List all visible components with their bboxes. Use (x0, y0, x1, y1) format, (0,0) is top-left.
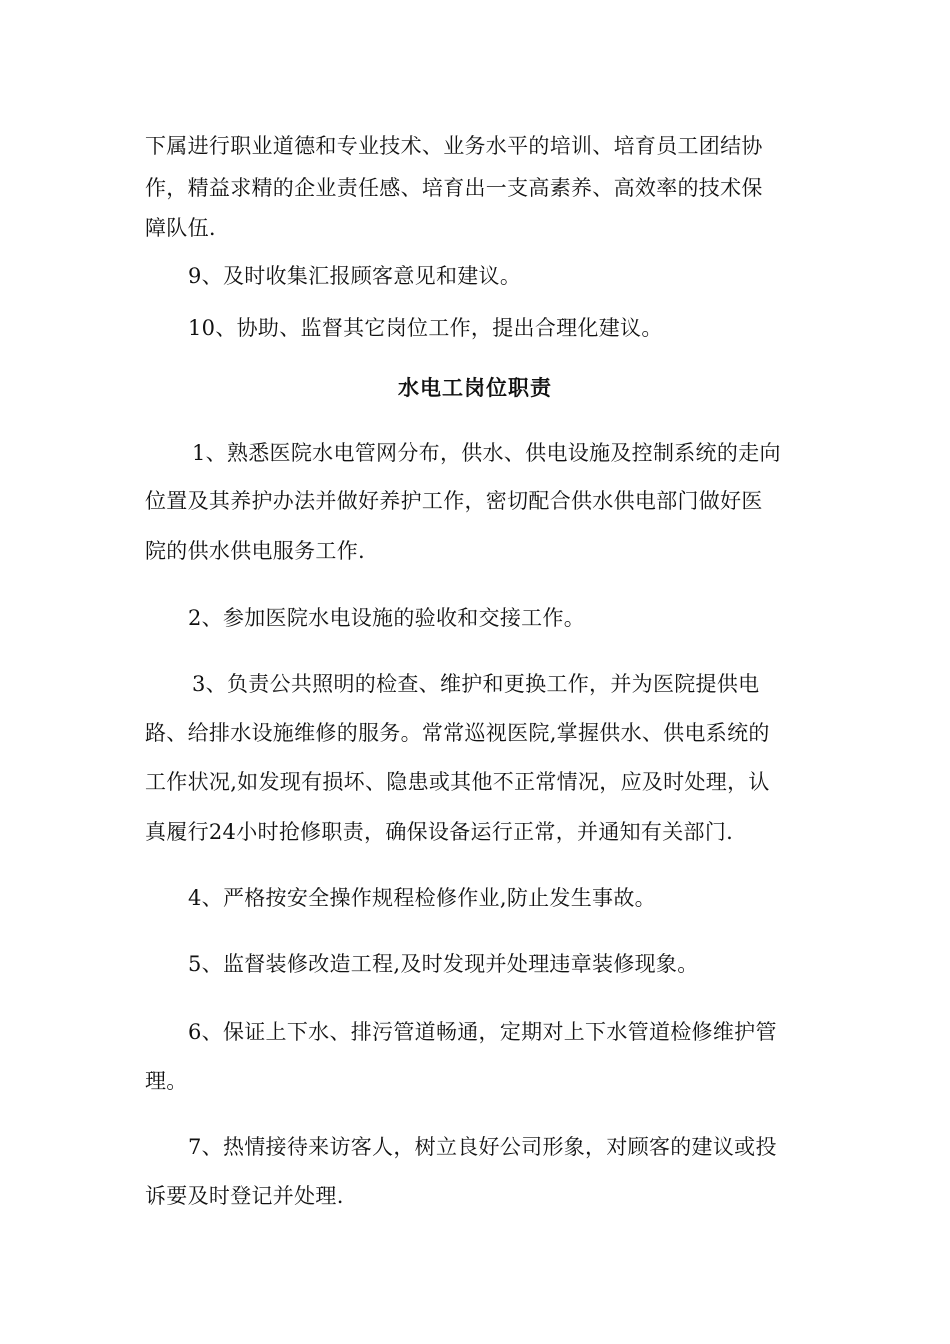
item-10: 10、协助、监督其它岗位工作，提出合理化建议。 (188, 316, 663, 340)
duty-6-line-2: 理。 (145, 1069, 188, 1093)
intro-line-2: 作，精益求精的企业责任感、培育出一支高素养、高效率的技术保 (145, 176, 763, 200)
duty-5: 5、监督装修改造工程,及时发现并处理违章装修现象。 (188, 952, 699, 976)
duty-3-line-2: 路、给排水设施维修的服务。常常巡视医院,掌握供水、供电系统的 (145, 721, 770, 745)
section-title: 水电工岗位职责 (398, 375, 552, 400)
duty-1-line-1: 1、熟悉医院水电管网分布，供水、供电设施及控制系统的走向 (192, 441, 781, 465)
duty-2: 2、参加医院水电设施的验收和交接工作。 (188, 606, 586, 630)
duty-3-line-3: 工作状况,如发现有损坏、隐患或其他不正常情况，应及时处理，认 (145, 770, 770, 794)
duty-7-line-1: 7、热情接待来访客人，树立良好公司形象，对顾客的建议或投 (188, 1135, 777, 1159)
duty-3-line-4: 真履行24小时抢修职责，确保设备运行正常，并通知有关部门. (145, 820, 734, 844)
duty-4: 4、严格按安全操作规程检修作业,防止发生事故。 (188, 886, 656, 910)
duty-7-line-2: 诉要及时登记并处理. (145, 1184, 344, 1208)
intro-line-3: 障队伍. (145, 216, 216, 240)
duty-3-line-1: 3、负责公共照明的检查、维护和更换工作，并为医院提供电 (192, 672, 760, 696)
duty-1-line-2: 位置及其养护办法并做好养护工作，密切配合供水供电部门做好医 (145, 489, 763, 513)
item-9: 9、及时收集汇报顾客意见和建议。 (188, 264, 522, 288)
duty-6-line-1: 6、保证上下水、排污管道畅通，定期对上下水管道检修维护管 (188, 1020, 777, 1044)
duty-1-line-3: 院的供水供电服务工作. (145, 539, 365, 563)
intro-line-1: 下属进行职业道德和专业技术、业务水平的培训、培育员工团结协 (145, 134, 763, 158)
